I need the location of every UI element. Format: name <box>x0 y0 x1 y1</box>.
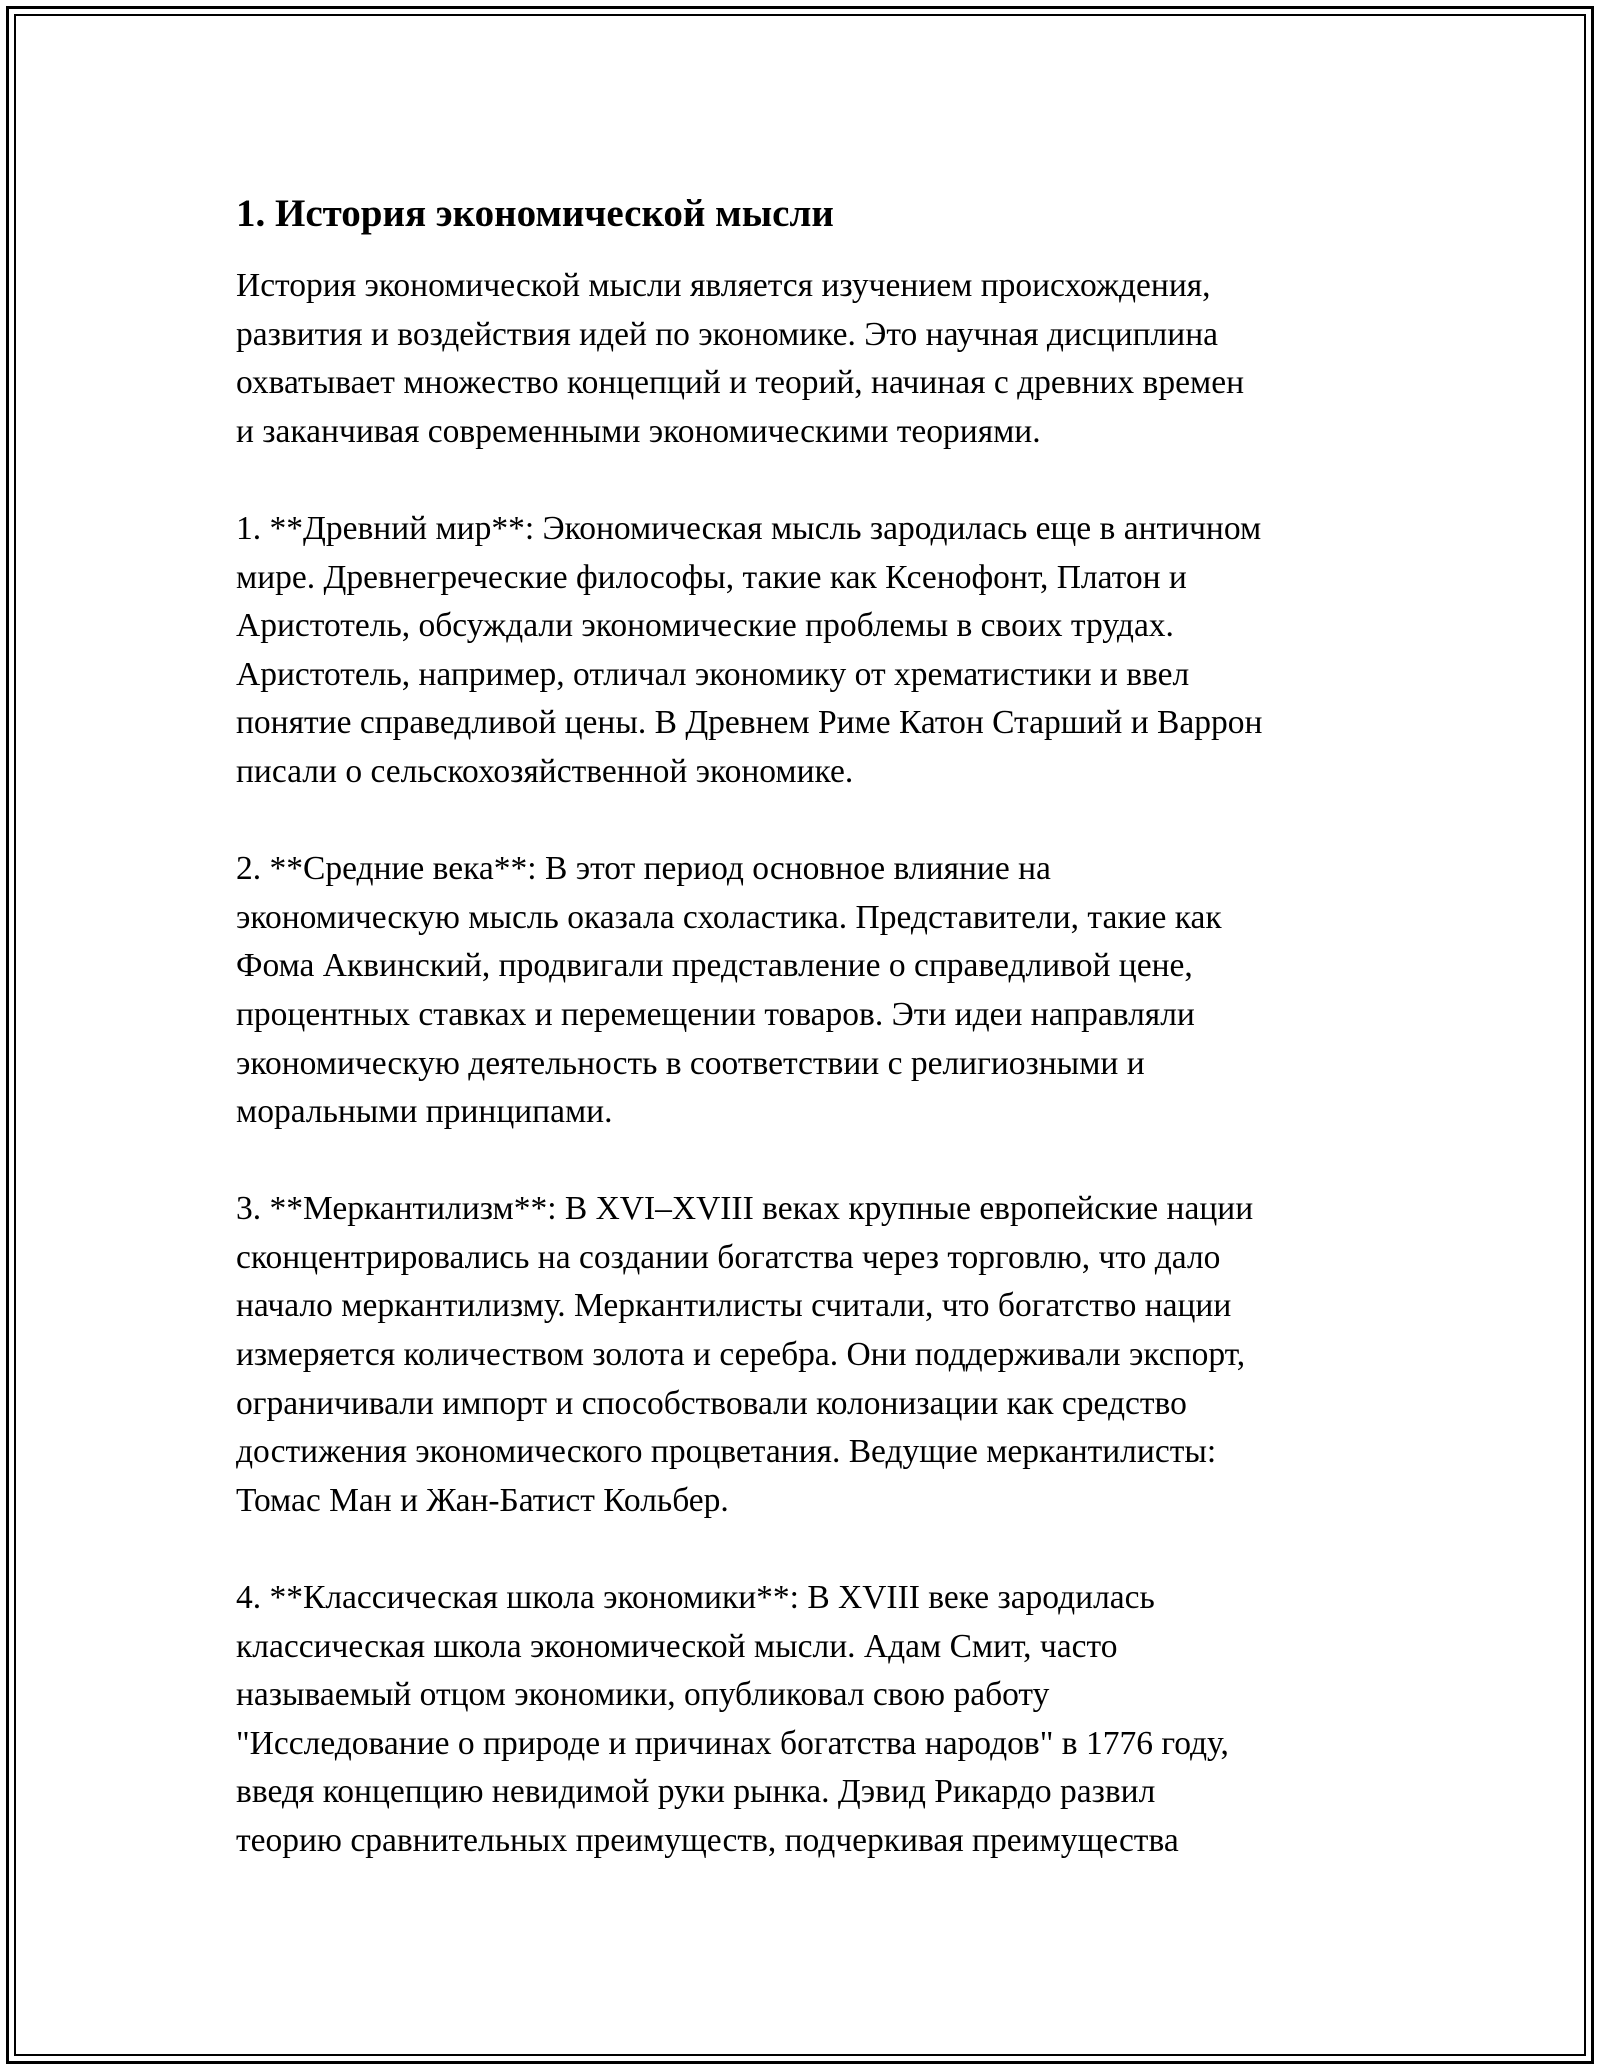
paragraph-line: История экономической мысли является изучением происхождения, <box>236 267 1211 304</box>
paragraph-line: измеряется количеством золота и серебра. Они поддерживали экспорт, <box>236 1336 1246 1374</box>
paragraph-line: 2. **Средние века**: В этот период основное влияние на <box>236 850 1051 888</box>
paragraph-line: теорию сравнительных преимуществ, подчеркивая преимущества <box>236 1822 1179 1859</box>
paragraph-line: называемый отцом экономики, опубликовал свою работу <box>236 1676 1050 1714</box>
paragraph-line: "Исследование о природе и причинах богатства народов" в 1776 году, <box>236 1724 1229 1762</box>
paragraph-line: экономическую деятельность в соответствии с религиозными и <box>236 1044 1145 1082</box>
paragraph-line: Аристотель, обсуждали экономические проблемы в своих трудах. <box>236 607 1174 645</box>
paragraph-line: ограничивали импорт и способствовали колонизации как средство <box>236 1384 1187 1422</box>
document-page <box>236 190 1366 1914</box>
paragraph-line: 4. **Классическая школа экономики**: В XVIII веке зародилась <box>236 1579 1155 1617</box>
paragraph-line: охватывает множество концепций и теорий, начиная с древних времен <box>236 364 1244 402</box>
paragraph-line: Фома Аквинский, продвигали представление о справедливой цене, <box>236 947 1193 985</box>
paragraph-line: экономическую мысль оказала схоластика. Представители, такие как <box>236 898 1222 936</box>
paragraph-line: Томас Ман и Жан-Батист Кольбер. <box>236 1481 729 1519</box>
paragraph-line: начало меркантилизму. Меркантилисты считали, что богатство нации <box>236 1287 1232 1325</box>
paragraph-line: достижения экономического процветания. Ведущие меркантилисты: <box>236 1433 1217 1471</box>
paragraph-line: понятие справедливой цены. В Древнем Риме Катон Старший и Варрон <box>236 704 1263 742</box>
paragraph-line: 1. **Древний мир**: Экономическая мысль зародилась еще в античном <box>236 509 1262 547</box>
paragraph-line: и заканчивая современными экономическими теориями. <box>236 412 1041 450</box>
paragraph-middle-ages <box>236 845 1366 1137</box>
paragraph-line: 3. **Меркантилизм**: В XVI–XVIII веках крупные европейские нации <box>236 1190 1254 1228</box>
paragraph-line: сконцентрировались на создании богатства через торговлю, что дало <box>236 1238 1221 1276</box>
paragraph-line: классическая школа экономической мысли. Адам Смит, часто <box>236 1627 1118 1665</box>
paragraph-line: писали о сельскохозяйственной экономике. <box>236 752 854 790</box>
paragraph-ancient-world <box>236 505 1366 797</box>
paragraph-line: процентных ставках и перемещении товаров. Эти идеи направляли <box>236 995 1195 1033</box>
document-title: 1. История экономической мысли <box>236 192 834 235</box>
paragraph-line: введя концепцию невидимой руки рынка. Дэвид Рикардо развил <box>236 1773 1156 1811</box>
paragraph-line: Аристотель, например, отличал экономику от хрематистики и ввел <box>236 655 1190 693</box>
paragraph-line: развития и воздействия идей по экономике. Это научная дисциплина <box>236 315 1219 353</box>
paragraph-classical-school <box>236 1574 1366 1866</box>
paragraph-line: мире. Древнегреческие философы, такие как Ксенофонт, Платон и <box>236 558 1187 596</box>
paragraph-line: моральными принципами. <box>236 1093 613 1131</box>
paragraph-mercantilism <box>236 1185 1366 1525</box>
paragraph-intro <box>236 262 1366 456</box>
